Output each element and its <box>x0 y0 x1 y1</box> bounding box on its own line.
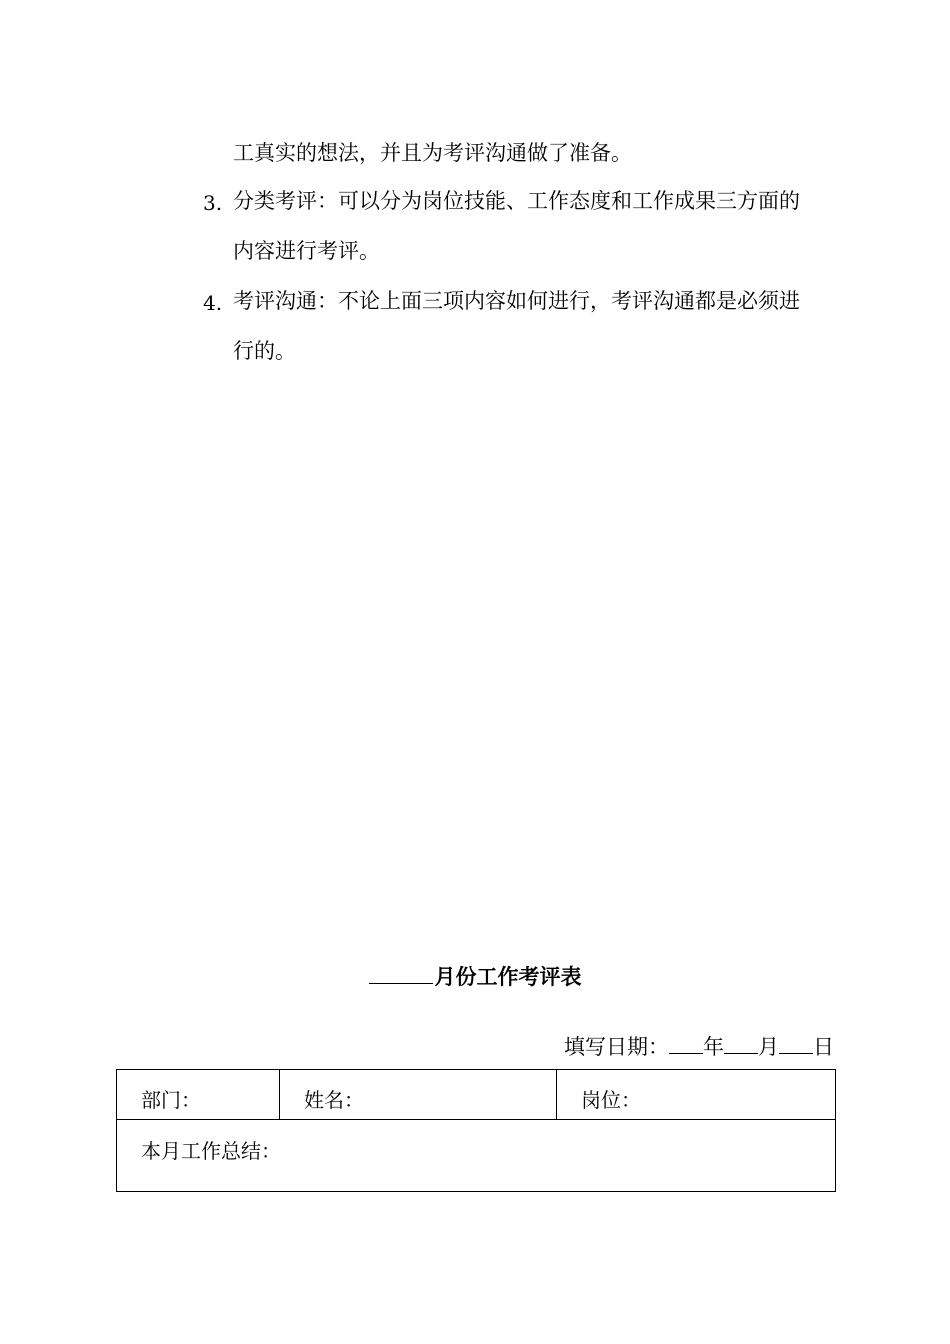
month-date-blank[interactable] <box>724 1033 758 1054</box>
item-4-line-2: 行的。 <box>233 339 296 363</box>
month-blank[interactable] <box>369 963 433 984</box>
fill-date-line <box>564 1033 834 1060</box>
name-cell[interactable] <box>280 1070 557 1120</box>
item-4-line-1: 考评沟通：不论上面三项内容如何进行，考评沟通都是必须进 <box>233 289 800 313</box>
monthly-summary-label: 本月工作总结： <box>141 1139 281 1163</box>
position-label: 岗位： <box>581 1088 641 1112</box>
month-label: 月 <box>758 1035 779 1059</box>
item-3-line-2: 内容进行考评。 <box>233 239 380 263</box>
form-title-text: 月份工作考评表 <box>434 965 582 989</box>
department-cell[interactable] <box>117 1070 280 1120</box>
evaluation-form-table <box>116 1069 836 1192</box>
fill-date-label: 填写日期： <box>564 1035 669 1059</box>
paragraph-continuation: 工真实的想法，并且为考评沟通做了准备。 <box>233 141 632 165</box>
day-label: 日 <box>813 1035 834 1059</box>
form-title <box>0 963 950 990</box>
department-label: 部门： <box>141 1088 201 1112</box>
position-cell[interactable] <box>557 1070 836 1120</box>
year-blank[interactable] <box>669 1033 703 1054</box>
year-label: 年 <box>703 1035 724 1059</box>
monthly-summary-cell[interactable] <box>117 1120 836 1192</box>
item-3-number: 3. <box>203 191 223 215</box>
item-3-line-1: 分类考评：可以分为岗位技能、工作态度和工作成果三方面的 <box>233 189 800 213</box>
day-blank[interactable] <box>779 1033 813 1054</box>
item-4-number: 4. <box>203 291 223 315</box>
name-label: 姓名： <box>304 1088 364 1112</box>
